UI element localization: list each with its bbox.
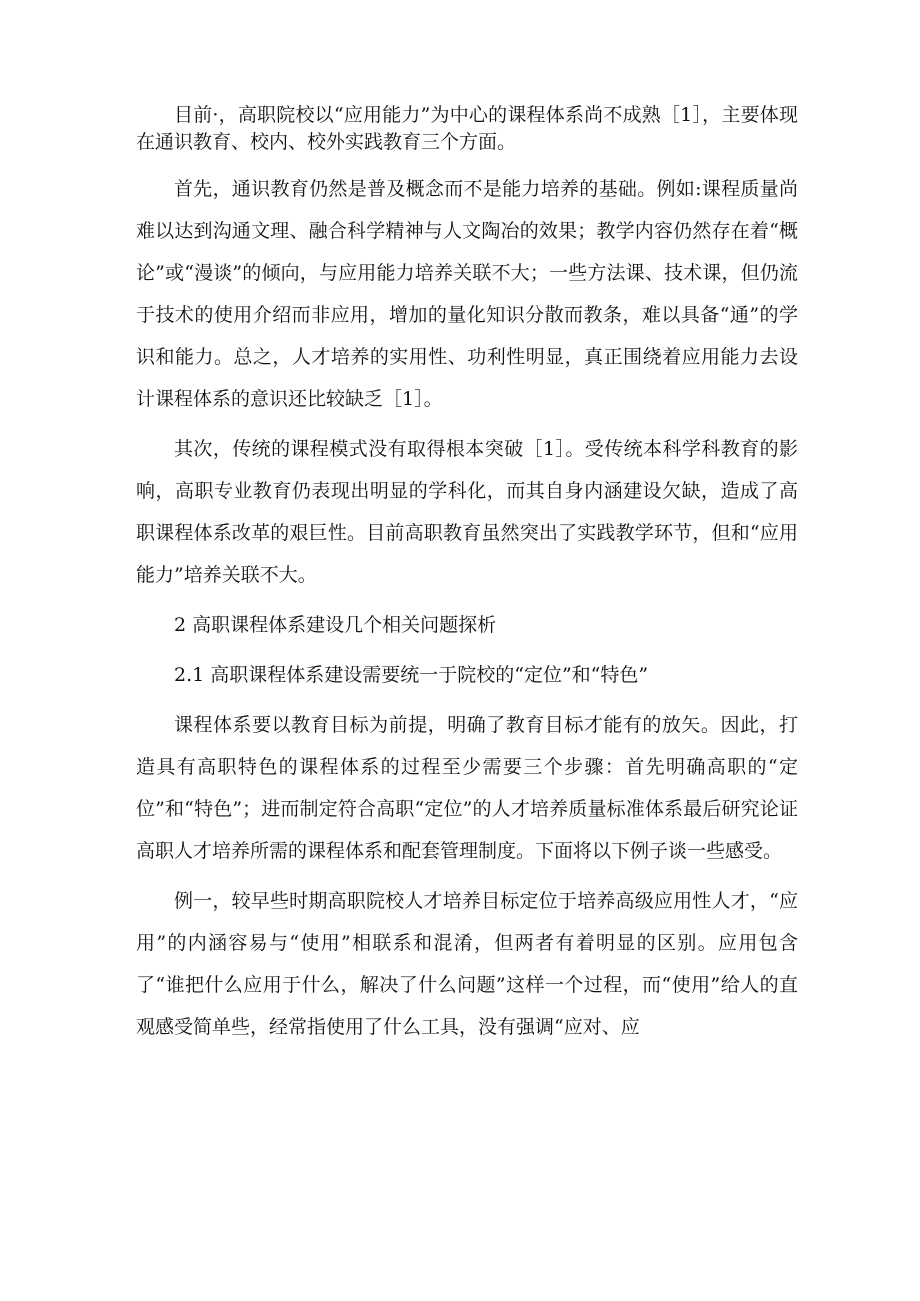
paragraph-example-one: 例一，较早些时期高职院校人才培养目标定位于培养高级应用性人才，“应用”的内涵容易与“使用”相联系和混淆，但两者有着明显的区别。应用包含了“谁把什么应用于什么，解决了什么问题”这样一个过程，而“使用”给人的直观感受简单些，经常指使用了什么工具，没有强调“应对、应 bbox=[136, 890, 798, 1038]
paragraph-intro: 目前·，高职院校以“应用能力”为中心的课程体系尚不成熟［1］，主要体现在通识教育、校内、校外实践教育三个方面。 bbox=[136, 104, 798, 153]
document-body bbox=[136, 102, 798, 1048]
subsection-heading-2-1: 2.1 高职课程体系建设需要统一于院校的“定位”和“特色” bbox=[174, 664, 649, 686]
section-heading-2: 2 高职课程体系建设几个相关问题探析 bbox=[174, 614, 497, 636]
paragraph-curriculum-goals: 课程体系要以教育目标为前提，明确了教育目标才能有的放矢。因此，打造具有高职特色的课程体系的过程至少需要三个步骤：首先明确高职的“定位”和“特色”；进而制定符合高职“定位”的人才培养质量标准体系最后研究论证高职人才培养所需的课程体系和配套管理制度。下面将以下例子谈一些感受。 bbox=[136, 714, 798, 862]
paragraph-general-education: 首先，通识教育仍然是普及概念而不是能力培养的基础。例如:课程质量尚难以达到沟通文理、融合科学精神与人文陶冶的效果；教学内容仍然存在着“概论”或“漫谈”的倾向，与应用能力培养关联不大；一些方法课、技术课，但仍流于技术的使用介绍而非应用，增加的量化知识分散而教条，难以具备“通”的学识和能力。总之，人才培养的实用性、功利性明显，真正围绕着应用能力去设计课程体系的意识还比较缺乏［1］。 bbox=[136, 178, 798, 410]
paragraph-traditional-model: 其次，传统的课程模式没有取得根本突破［1］。受传统本科学科教育的影响，高职专业教育仍表现出明显的学科化，而其自身内涵建设欠缺，造成了高职课程体系改革的艰巨性。目前高职教育虽然突出了实践教学环节，但和“应用能力”培养关联不大。 bbox=[136, 438, 798, 586]
